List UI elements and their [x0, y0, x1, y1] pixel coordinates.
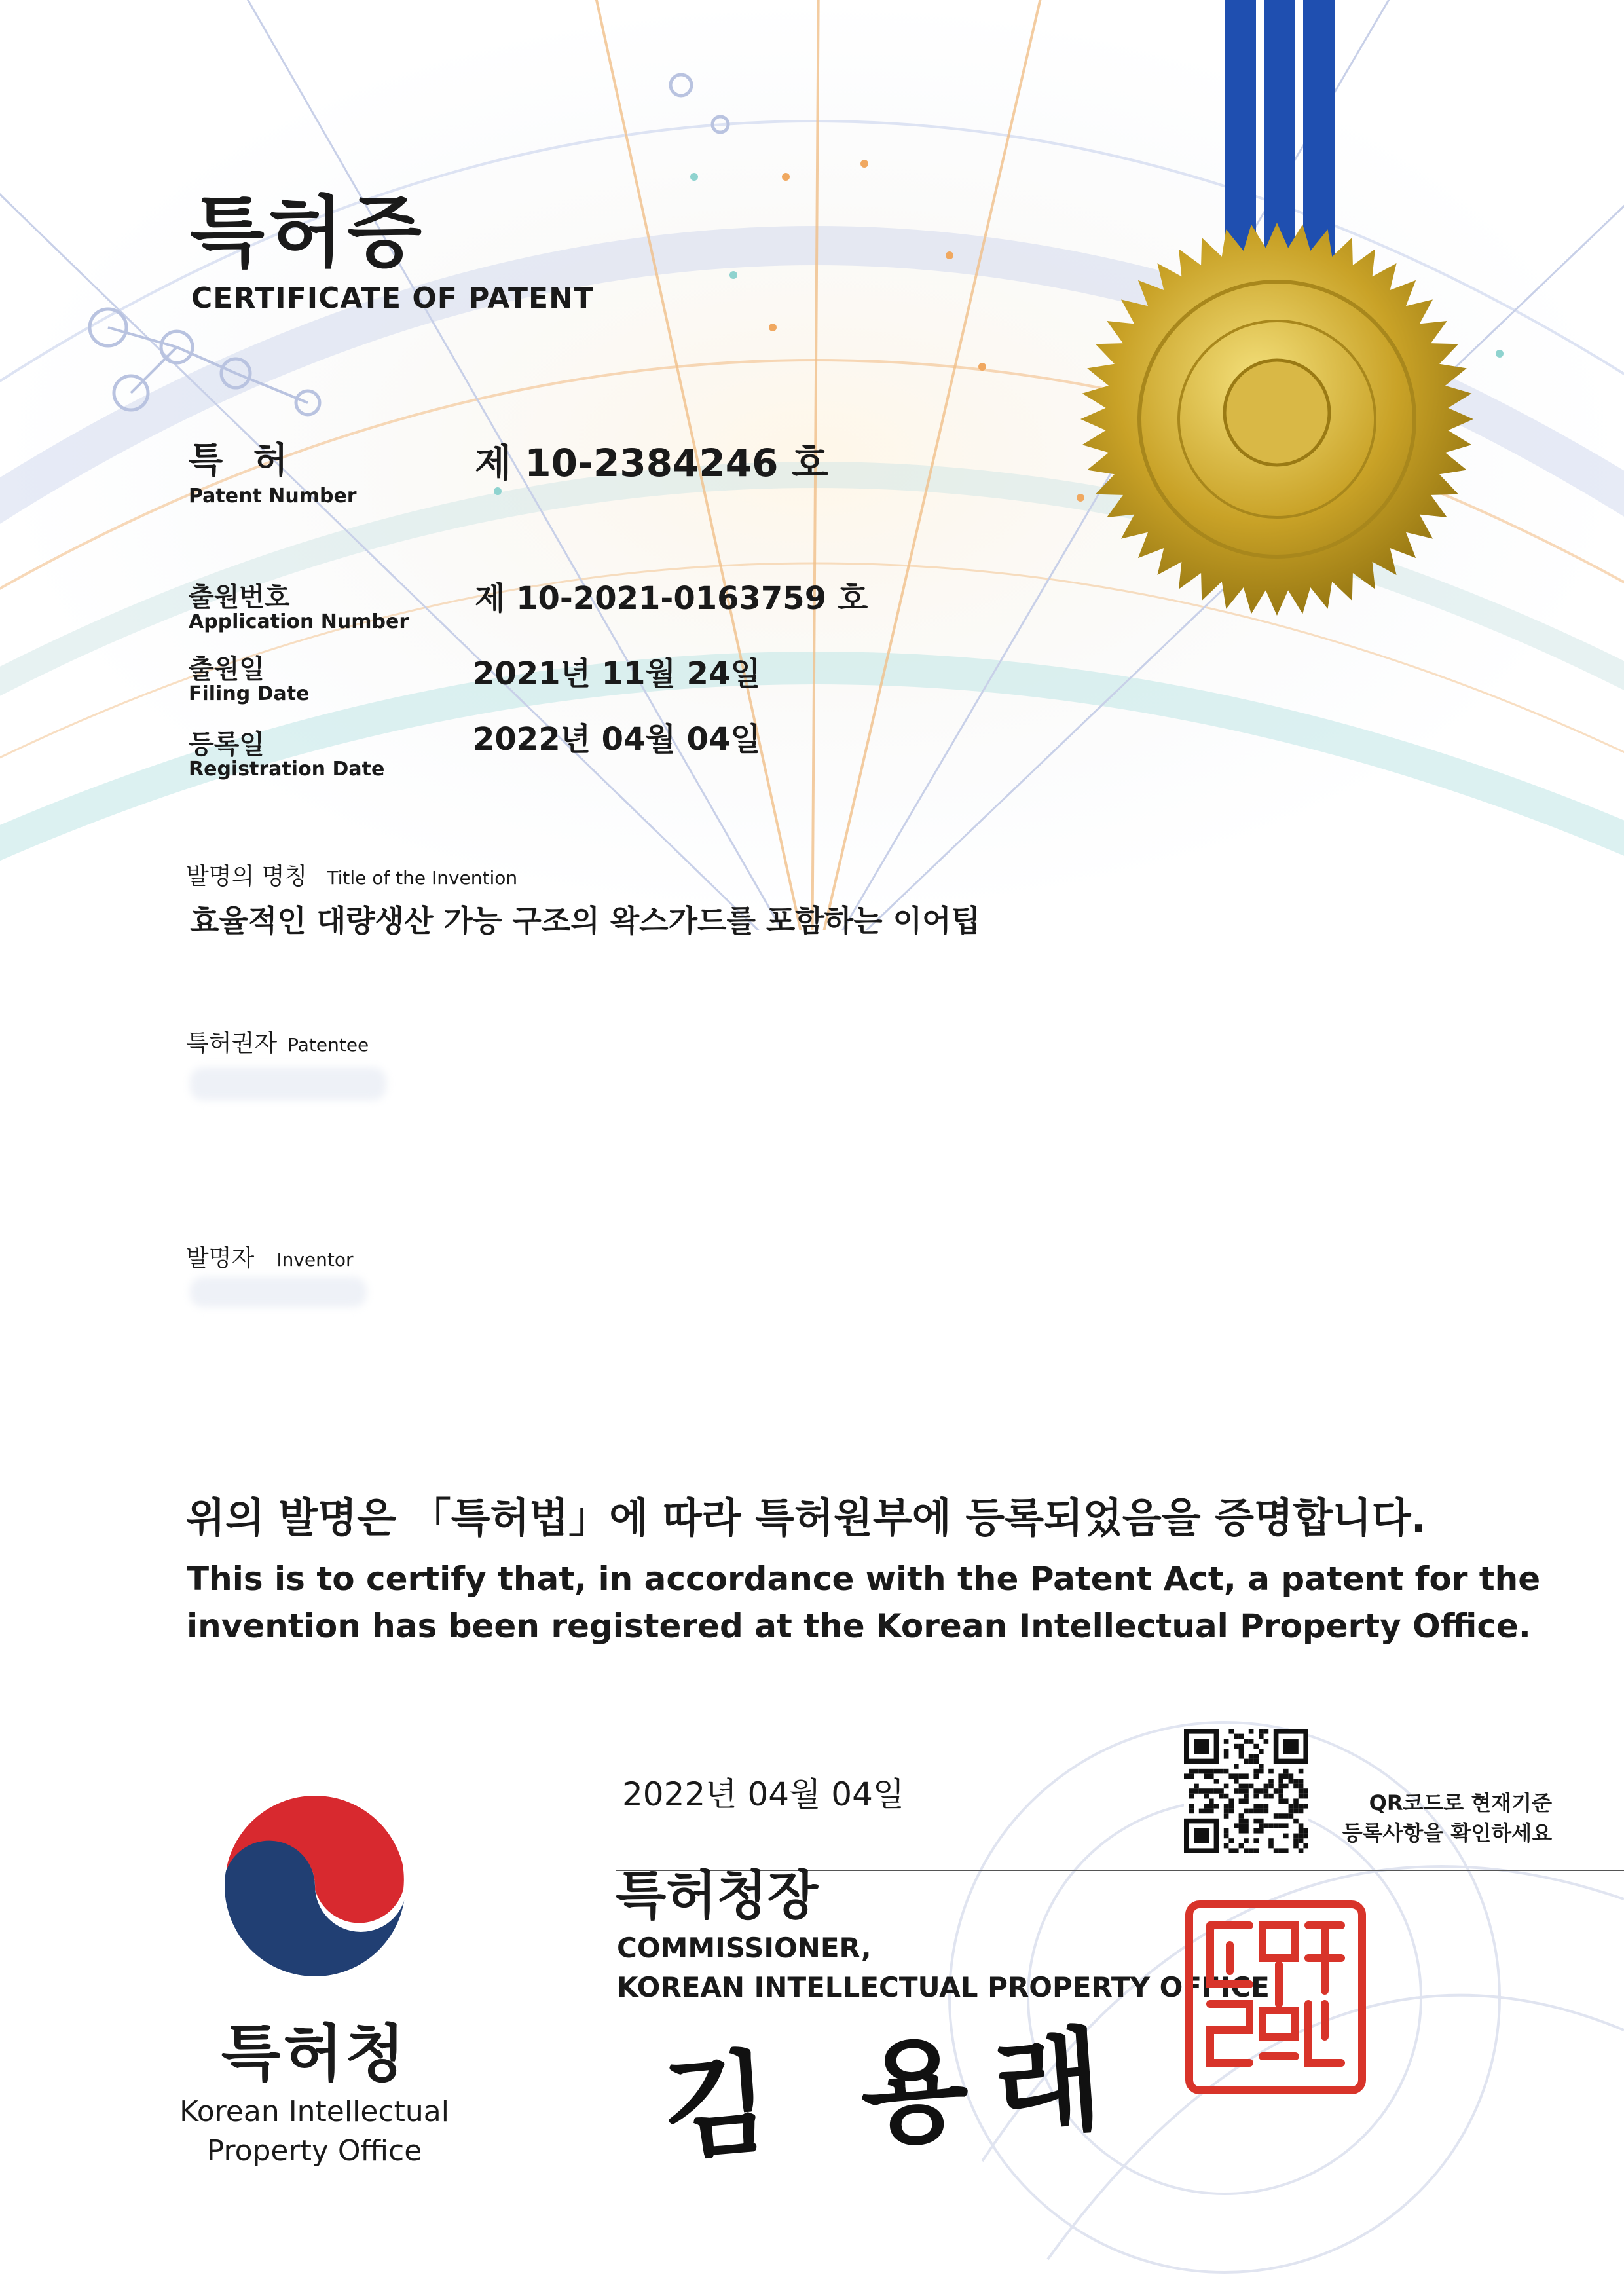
organization-name-en-line2: Property Office	[206, 2134, 422, 2168]
registration-date-value: 2022년 04월 04일	[473, 721, 761, 758]
inventor-label-ko: 발명자	[186, 1245, 255, 1272]
commissioner-title-en	[617, 1929, 1270, 2007]
invention-title: 효율적인 대량생산 가능 구조의 왁스가드를 포함하는 이어팁	[190, 903, 980, 938]
commissioner-title-ko: 특허청장	[616, 1865, 819, 1926]
patent-number-value: 제 10-2384246 호	[475, 441, 828, 485]
certificate-title-en: CERTIFICATE OF PATENT	[191, 282, 594, 315]
official-stamp	[1184, 1899, 1367, 2096]
application-number-label-en: Application Number	[189, 610, 409, 633]
qr-note-line2: 등록사항을 확인하세요	[1342, 1821, 1552, 1845]
invention-label-ko: 발명의 명칭	[186, 863, 308, 890]
certification-statement-ko: 위의 발명은 「특허법」에 따라 특허원부에 등록되었음을 증명합니다.	[186, 1494, 1427, 1542]
application-number-value: 제 10-2021-0163759 호	[475, 580, 868, 617]
organization-name-en-line1: Korean Intellectual	[179, 2095, 449, 2128]
organization-name-en	[144, 2092, 485, 2171]
patentee-label	[186, 1025, 369, 1058]
gold-seal	[1080, 223, 1473, 616]
organization-name-ko: 특허청	[221, 2018, 408, 2090]
registration-date-label-en: Registration Date	[189, 758, 385, 781]
invention-label	[186, 858, 517, 891]
commissioner-title-en-line2: KOREAN INTELLECTUAL PROPERTY OFFICE	[617, 1971, 1270, 2003]
inventor-label-en: Inventor	[276, 1249, 354, 1270]
patentee-label-ko: 특허권자	[186, 1030, 278, 1057]
patent-number-label-en: Patent Number	[189, 485, 357, 508]
taegeuk-logo	[220, 1791, 410, 1981]
registration-date-label-ko: 등록일	[189, 730, 265, 760]
patentee-redacted	[190, 1067, 386, 1100]
certificate-title-ko: 특허증	[190, 187, 426, 278]
invention-label-en: Title of the Invention	[327, 867, 518, 889]
application-number-label-ko: 출원번호	[189, 582, 290, 612]
commissioner-title-en-line1: COMMISSIONER,	[617, 1932, 872, 1964]
patent-number-label-ko: 특 허	[189, 439, 297, 481]
commissioner-signature: 김 용래	[657, 2012, 1132, 2176]
filing-date-label-ko: 출원일	[189, 654, 265, 684]
certification-statement-en-line1: This is to certify that, in accordance with the Patent Act, a patent for the	[187, 1560, 1541, 1598]
certification-statement-en-line2: invention has been registered at the Korean Intellectual Property Office.	[187, 1607, 1531, 1645]
filing-date-label-en: Filing Date	[189, 682, 310, 705]
filing-date-value: 2021년 11월 24일	[473, 656, 761, 692]
inventor-label	[186, 1240, 354, 1273]
qr-note-line1: QR코드로 현재기준	[1369, 1790, 1552, 1815]
issue-date: 2022년 04월 04일	[622, 1775, 905, 1813]
inventor-redacted	[190, 1277, 367, 1307]
seal-emblem	[1225, 360, 1329, 465]
certification-statement-en	[187, 1555, 1540, 1650]
qr-note	[1270, 1788, 1552, 1848]
patentee-label-en: Patentee	[287, 1034, 369, 1056]
